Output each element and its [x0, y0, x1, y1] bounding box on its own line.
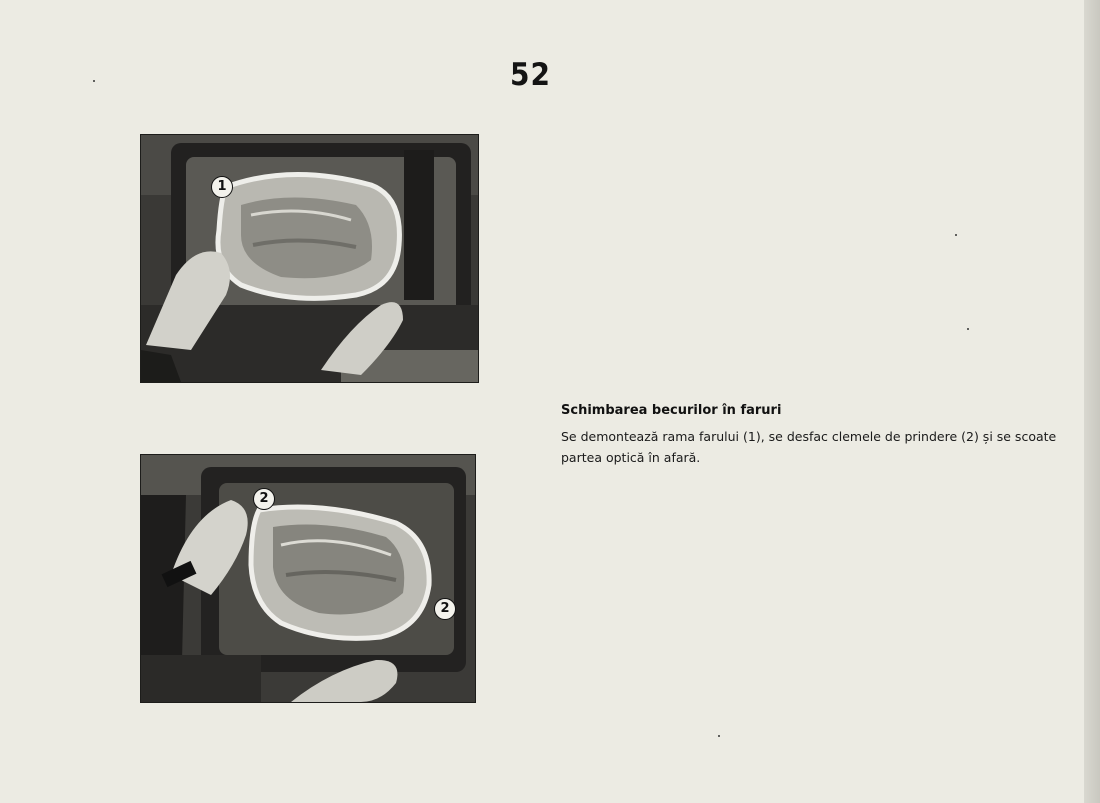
section-heading: Schimbarea becurilor în faruri	[561, 403, 782, 418]
ink-speck	[93, 80, 95, 82]
page-number: 52	[510, 56, 551, 93]
section-body: Se demontează rama farului (1), se desfac clemele de prindere (2) și se scoate partea optică în afară.	[561, 429, 1057, 465]
photo-2-illustration	[141, 455, 475, 702]
photo-headlight-frame-removal	[141, 135, 478, 382]
photo-1-illustration	[141, 135, 478, 382]
ink-speck	[967, 328, 969, 330]
ink-speck	[955, 234, 957, 236]
figure-callout-2-top: 2	[253, 488, 275, 510]
photo-headlight-clamps-release	[141, 455, 475, 702]
figure-callout-2-right: 2	[434, 598, 456, 620]
ink-speck	[718, 735, 720, 737]
page-edge	[1084, 0, 1100, 803]
figure-callout-1: 1	[211, 176, 233, 198]
